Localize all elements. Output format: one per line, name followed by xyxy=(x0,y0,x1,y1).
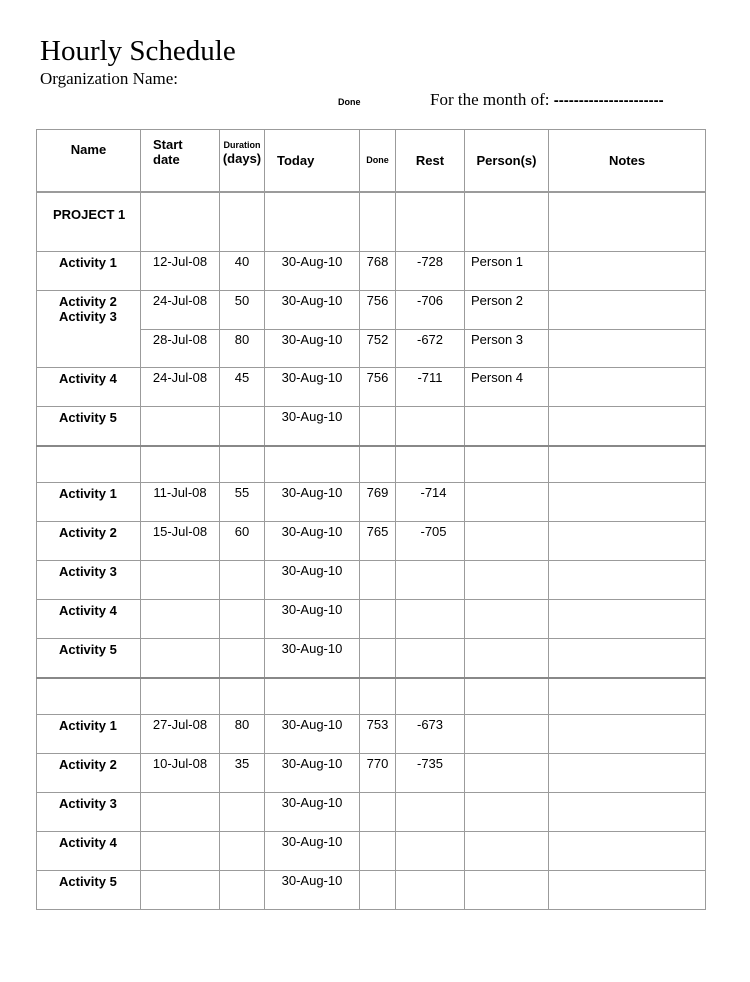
done-cell[interactable]: 752 xyxy=(360,329,396,368)
rest-cell[interactable]: -711 xyxy=(396,368,465,407)
cell[interactable] xyxy=(141,193,220,252)
today-cell[interactable]: 30-Aug-10 xyxy=(265,561,360,600)
duration-cell[interactable]: 40 xyxy=(220,252,265,291)
month-value[interactable]: ---------------------- xyxy=(553,92,664,109)
rest-cell[interactable]: -672 xyxy=(396,329,465,368)
month-label: For the month of: xyxy=(430,90,550,109)
notes-cell[interactable] xyxy=(549,522,706,561)
table-row xyxy=(37,368,706,407)
cell[interactable] xyxy=(360,193,396,252)
duration-cell[interactable] xyxy=(220,639,265,679)
person-cell[interactable] xyxy=(465,793,549,832)
header-duration-line1: Duration xyxy=(223,140,261,150)
today-cell[interactable]: 30-Aug-10 xyxy=(265,291,360,330)
duration-cell[interactable] xyxy=(220,407,265,447)
cell[interactable] xyxy=(360,446,396,483)
activity-name[interactable]: Activity 1 xyxy=(37,252,141,291)
done-cell[interactable]: 756 xyxy=(360,291,396,330)
start-date-cell[interactable] xyxy=(141,832,220,871)
start-date-cell[interactable]: 12-Jul-08 xyxy=(141,252,220,291)
done-cell[interactable]: 765 xyxy=(360,522,396,561)
header-start-line2: date xyxy=(153,152,180,167)
today-cell[interactable]: 30-Aug-10 xyxy=(265,483,360,522)
header-notes: Notes xyxy=(549,130,706,192)
activity-name[interactable]: Activity 2 xyxy=(37,522,141,561)
duration-cell[interactable]: 60 xyxy=(220,522,265,561)
done-cell[interactable]: 756 xyxy=(360,368,396,407)
done-cell[interactable] xyxy=(360,832,396,871)
header-duration xyxy=(220,130,265,192)
activity-name[interactable]: Activity 5 xyxy=(37,871,141,910)
start-date-cell[interactable] xyxy=(141,871,220,910)
activity-name[interactable]: Activity 4 xyxy=(37,832,141,871)
duration-cell[interactable]: 80 xyxy=(220,329,265,368)
activity-name[interactable]: Activity 1 xyxy=(37,483,141,522)
table-row xyxy=(37,832,706,871)
rest-cell[interactable] xyxy=(396,793,465,832)
start-date-cell[interactable]: 24-Jul-08 xyxy=(141,368,220,407)
start-date-cell[interactable] xyxy=(141,600,220,639)
duration-cell[interactable]: 45 xyxy=(220,368,265,407)
cell[interactable] xyxy=(265,193,360,252)
cell[interactable] xyxy=(220,678,265,715)
rest-cell[interactable]: -706 xyxy=(396,291,465,330)
header-duration-line2: (days) xyxy=(222,151,262,166)
person-cell[interactable]: Person 2 xyxy=(465,291,549,330)
organization-label: Organization Name: xyxy=(40,69,179,88)
notes-cell[interactable] xyxy=(549,639,706,679)
person-cell[interactable] xyxy=(465,715,549,754)
start-date-cell[interactable] xyxy=(141,407,220,447)
done-cell[interactable]: 770 xyxy=(360,754,396,793)
rest-cell[interactable]: -735 xyxy=(396,754,465,793)
today-cell[interactable]: 30-Aug-10 xyxy=(265,368,360,407)
done-cell[interactable]: 753 xyxy=(360,715,396,754)
table-row xyxy=(37,600,706,639)
today-cell[interactable]: 30-Aug-10 xyxy=(265,252,360,291)
project-title[interactable]: PROJECT 1 xyxy=(37,193,141,252)
activity-name[interactable]: Activity 2 xyxy=(37,754,141,793)
cell[interactable] xyxy=(265,678,360,715)
person-cell[interactable] xyxy=(465,639,549,679)
column-header-table xyxy=(36,129,706,192)
duration-cell[interactable]: 50 xyxy=(220,291,265,330)
person-cell[interactable] xyxy=(465,483,549,522)
person-cell[interactable]: Person 4 xyxy=(465,368,549,407)
done-label: Done xyxy=(338,97,361,107)
start-date-cell[interactable]: 15-Jul-08 xyxy=(141,522,220,561)
header-done: Done xyxy=(360,130,396,192)
table-row xyxy=(37,754,706,793)
notes-cell[interactable] xyxy=(549,793,706,832)
cell[interactable] xyxy=(396,446,465,483)
rest-cell[interactable] xyxy=(396,871,465,910)
schedule-table xyxy=(36,192,706,910)
activity-name[interactable]: Activity 1 xyxy=(37,715,141,754)
activity-name[interactable]: Activity 4 xyxy=(37,368,141,407)
person-cell[interactable]: Person 3 xyxy=(465,329,549,368)
start-date-cell[interactable] xyxy=(141,561,220,600)
rest-cell[interactable] xyxy=(396,600,465,639)
today-cell[interactable]: 30-Aug-10 xyxy=(265,329,360,368)
table-row xyxy=(37,291,706,330)
activity-name-line2: Activity 3 xyxy=(59,309,117,324)
start-date-cell[interactable]: 10-Jul-08 xyxy=(141,754,220,793)
rest-cell[interactable]: -728 xyxy=(396,252,465,291)
activity-name[interactable]: Activity 5 xyxy=(37,639,141,679)
done-cell[interactable] xyxy=(360,407,396,447)
notes-cell[interactable] xyxy=(549,871,706,910)
header-rest: Rest xyxy=(396,130,465,192)
activity-name[interactable] xyxy=(37,291,141,330)
cell[interactable] xyxy=(396,193,465,252)
duration-cell[interactable]: 35 xyxy=(220,754,265,793)
rest-cell[interactable] xyxy=(396,832,465,871)
rest-cell[interactable] xyxy=(396,407,465,447)
duration-cell[interactable]: 55 xyxy=(220,483,265,522)
done-cell[interactable]: 769 xyxy=(360,483,396,522)
project-title-row xyxy=(37,446,706,483)
header-today: Today xyxy=(265,130,360,192)
project-title[interactable] xyxy=(37,678,141,715)
start-date-cell[interactable]: 28-Jul-08 xyxy=(141,329,220,368)
cell[interactable] xyxy=(549,678,706,715)
table-row xyxy=(37,407,706,447)
table-row xyxy=(37,483,706,522)
today-cell[interactable]: 30-Aug-10 xyxy=(265,832,360,871)
person-cell[interactable] xyxy=(465,407,549,447)
cell[interactable] xyxy=(396,678,465,715)
header-persons: Person(s) xyxy=(465,130,549,192)
person-cell[interactable] xyxy=(465,600,549,639)
notes-cell[interactable] xyxy=(549,561,706,600)
cell[interactable] xyxy=(549,446,706,483)
cell[interactable] xyxy=(220,446,265,483)
table-row xyxy=(37,561,706,600)
project-title-row xyxy=(37,193,706,252)
cell[interactable] xyxy=(141,446,220,483)
cell[interactable] xyxy=(465,446,549,483)
header-row xyxy=(37,130,706,192)
cell[interactable] xyxy=(220,193,265,252)
today-cell[interactable]: 30-Aug-10 xyxy=(265,522,360,561)
activity-name[interactable] xyxy=(37,329,141,368)
duration-cell[interactable]: 80 xyxy=(220,715,265,754)
rest-cell[interactable]: -673 xyxy=(396,715,465,754)
notes-cell[interactable] xyxy=(549,407,706,447)
start-date-cell[interactable]: 11-Jul-08 xyxy=(141,483,220,522)
done-cell[interactable] xyxy=(360,639,396,679)
duration-cell[interactable] xyxy=(220,871,265,910)
rest-cell[interactable] xyxy=(396,639,465,679)
person-cell[interactable] xyxy=(465,561,549,600)
table-row xyxy=(37,715,706,754)
header-start-line1: Start xyxy=(153,137,183,152)
activity-name[interactable]: Activity 3 xyxy=(37,793,141,832)
activity-name[interactable]: Activity 4 xyxy=(37,600,141,639)
done-cell[interactable] xyxy=(360,871,396,910)
table-row xyxy=(37,871,706,910)
person-cell[interactable]: Person 1 xyxy=(465,252,549,291)
table-row xyxy=(37,793,706,832)
done-cell[interactable] xyxy=(360,600,396,639)
notes-cell[interactable] xyxy=(549,832,706,871)
today-cell[interactable]: 30-Aug-10 xyxy=(265,639,360,679)
done-cell[interactable]: 768 xyxy=(360,252,396,291)
today-cell[interactable]: 30-Aug-10 xyxy=(265,871,360,910)
notes-cell[interactable] xyxy=(549,329,706,368)
duration-cell[interactable] xyxy=(220,600,265,639)
cell[interactable] xyxy=(549,193,706,252)
today-cell[interactable]: 30-Aug-10 xyxy=(265,754,360,793)
activity-name-line1: Activity 2 xyxy=(59,294,117,309)
notes-cell[interactable] xyxy=(549,754,706,793)
rest-cell[interactable] xyxy=(396,561,465,600)
duration-cell[interactable] xyxy=(220,561,265,600)
done-cell[interactable] xyxy=(360,561,396,600)
notes-cell[interactable] xyxy=(549,368,706,407)
start-date-cell[interactable] xyxy=(141,793,220,832)
cell[interactable] xyxy=(465,193,549,252)
notes-cell[interactable] xyxy=(549,483,706,522)
header-start-date xyxy=(141,130,220,192)
rest-cell[interactable]: -705 xyxy=(396,522,465,561)
done-cell[interactable] xyxy=(360,793,396,832)
start-date-cell[interactable] xyxy=(141,639,220,679)
header-name: Name xyxy=(37,130,141,192)
notes-cell[interactable] xyxy=(549,252,706,291)
today-cell[interactable]: 30-Aug-10 xyxy=(265,793,360,832)
page-title: Hourly Schedule xyxy=(40,35,236,67)
activity-name[interactable]: Activity 3 xyxy=(37,561,141,600)
project-title-row xyxy=(37,678,706,715)
today-cell[interactable]: 30-Aug-10 xyxy=(265,715,360,754)
start-date-cell[interactable]: 27-Jul-08 xyxy=(141,715,220,754)
cell[interactable] xyxy=(465,678,549,715)
table-row xyxy=(37,329,706,368)
person-cell[interactable] xyxy=(465,522,549,561)
table-row xyxy=(37,639,706,679)
project-title[interactable] xyxy=(37,446,141,483)
table-row xyxy=(37,252,706,291)
table-row xyxy=(37,522,706,561)
person-cell[interactable] xyxy=(465,871,549,910)
notes-cell[interactable] xyxy=(549,291,706,330)
duration-cell[interactable] xyxy=(220,832,265,871)
cell[interactable] xyxy=(360,678,396,715)
rest-cell[interactable]: -714 xyxy=(396,483,465,522)
person-cell[interactable] xyxy=(465,832,549,871)
today-cell[interactable]: 30-Aug-10 xyxy=(265,407,360,447)
activity-name[interactable]: Activity 5 xyxy=(37,407,141,447)
cell[interactable] xyxy=(141,678,220,715)
person-cell[interactable] xyxy=(465,754,549,793)
start-date-cell[interactable]: 24-Jul-08 xyxy=(141,291,220,330)
month-field xyxy=(430,90,664,111)
notes-cell[interactable] xyxy=(549,600,706,639)
cell[interactable] xyxy=(265,446,360,483)
duration-cell[interactable] xyxy=(220,793,265,832)
notes-cell[interactable] xyxy=(549,715,706,754)
today-cell[interactable]: 30-Aug-10 xyxy=(265,600,360,639)
